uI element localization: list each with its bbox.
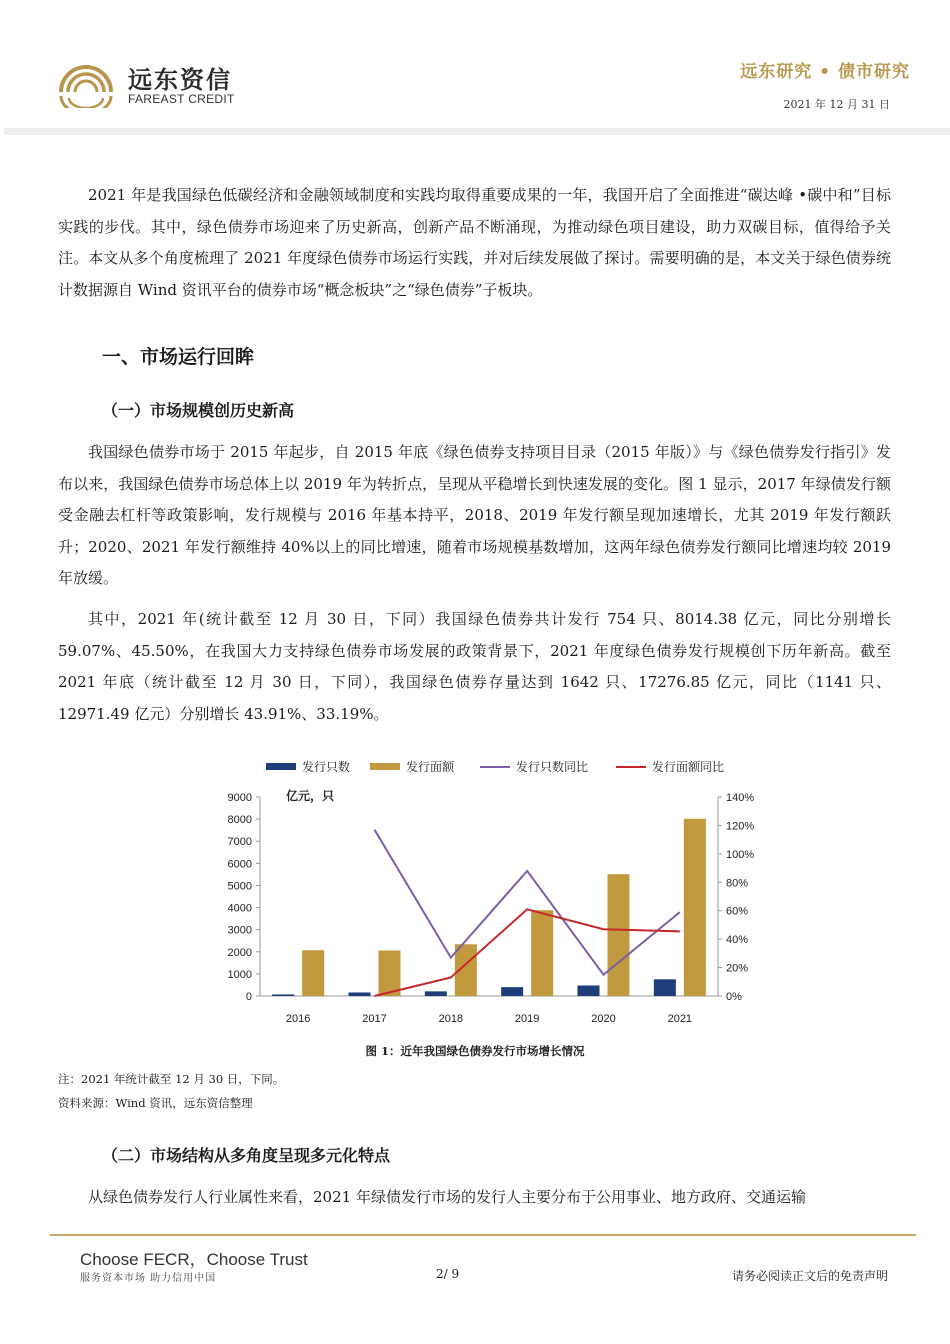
left-tick-label: 6000 — [227, 858, 252, 871]
right-tick-label: 20% — [726, 962, 749, 975]
x-tick-label: 2017 — [362, 1013, 387, 1025]
figure-caption: 图 1：近年我国绿色债券发行市场增长情况 — [365, 1044, 585, 1058]
left-tick-label: 1000 — [227, 968, 252, 981]
bar-amount — [684, 819, 706, 996]
bar-count — [425, 991, 447, 996]
report-section-label: 远东研究 • 债市研究 — [740, 62, 910, 82]
paragraph-2021-issuance: 其中，2021 年(统计截至 12 月 30 日，下同）我国绿色债券共计发行 754 只、8014.38 亿元，同比分别增长 59.07%、45.50%，在我国大力支持绿色债券市场发展的政策背景下，2021 年度绿色债券发行规模创下历年新高。截至 2021 年底（统计截至 12 月 30 日，下同），我国绿色债券存量达到 1642 只、17276.85 亿元，同比（1141 只、12971.49 亿元）分别增长 43.91%、33.19%。 — [58, 610, 891, 723]
subsection-2-title: （二）市场结构从多角度呈现多元化特点 — [102, 1146, 391, 1165]
line-count-yoy — [375, 830, 680, 975]
legend-swatch — [266, 763, 296, 770]
company-logo — [55, 58, 117, 108]
legend-label: 发行面额同比 — [652, 760, 725, 774]
x-tick-label: 2018 — [438, 1013, 464, 1025]
bar-count — [654, 979, 676, 996]
x-tick-label: 2016 — [285, 1013, 311, 1025]
x-tick-label: 2021 — [667, 1013, 693, 1025]
bar-amount — [379, 950, 401, 996]
legend-label: 发行只数 — [302, 760, 351, 774]
paragraph-market-scale: 我国绿色债券市场于 2015 年起步，自 2015 年底《绿色债券支持项目目录（2015 年版）》与《绿色债券发行指引》发布以来，我国绿色债券市场总体上以 2019 年为转折点，呈现从平稳增长到快速发展的变化。图 1 显示，2017 年绿债发行额受金融去杠杆等政策影响，发行规模与 2016 年基本持平，2018、2019 年发行额呈现加速增长，尤其 2019 年发行额跃升；2020、2021 年发行额维持 40%以上的同比增速，随着市场规模基数增加，这两年绿色债券发行额同比增速均较 2019 年放缓。 — [58, 443, 891, 587]
right-tick-label: 140% — [726, 792, 755, 804]
right-tick-label: 0% — [726, 991, 742, 1003]
left-tick-label: 3000 — [227, 924, 252, 937]
x-tick-label: 2019 — [514, 1013, 540, 1025]
right-tick-label: 80% — [726, 877, 749, 890]
intro-paragraph: 2021 年是我国绿色低碳经济和金融领域制度和实践均取得重要成果的一年，我国开启了全面推进“碳达峰 •碳中和”目标实践的步伐。其中，绿色债券市场迎来了历史新高，创新产品不断涌现，为推动绿色项目建设，助力双碳目标，值得给予关注。本文从多个角度梳理了 2021 年度绿色债券市场运行实践，并对后续发展做了探讨。需要明确的是，本文关于绿色债券统计数据源自 Wind 资讯平台的债券市场“概念板块”之“绿色债券”子板块。 — [58, 186, 891, 299]
chart-source: 资料来源：Wind 资讯，远东资信整理 — [58, 1096, 253, 1110]
footer-slogan: Choose FECR，Choose Trust — [80, 1250, 308, 1269]
paragraph-issuer-industry: 从绿色债券发行人行业属性来看，2021 年绿债发行市场的发行人主要分布于公用事业、地方政府、交通运输 — [88, 1188, 806, 1206]
left-tick-label: 4000 — [227, 902, 252, 915]
left-tick-label: 9000 — [227, 792, 252, 804]
bar-amount — [608, 874, 630, 996]
bar-count — [501, 987, 523, 996]
subsection-1-title: （一）市场规模创历史新高 — [102, 401, 295, 420]
legend-label: 发行只数同比 — [516, 760, 589, 774]
legend-swatch — [370, 763, 400, 770]
bar-count — [578, 986, 600, 996]
legend-label: 发行面额 — [406, 760, 455, 774]
bar-count — [349, 992, 371, 996]
right-tick-label: 120% — [726, 820, 755, 833]
left-tick-label: 8000 — [227, 814, 252, 827]
green-bond-issuance-chart — [218, 750, 758, 1040]
footer-subtitle: 服务资本市场 助力信用中国 — [80, 1273, 217, 1284]
left-tick-label: 0 — [245, 991, 252, 1003]
chart-note: 注：2021 年统计截至 12 月 30 日，下同。 — [58, 1072, 285, 1086]
bar-amount — [531, 910, 553, 996]
bar-count — [272, 994, 294, 996]
left-tick-label: 2000 — [227, 946, 252, 959]
left-tick-label: 5000 — [227, 880, 252, 893]
section-1-title: 一、市场运行回眸 — [102, 346, 255, 368]
page-number: 2/ 9 — [436, 1267, 460, 1281]
x-tick-label: 2020 — [591, 1013, 616, 1025]
right-tick-label: 100% — [726, 848, 755, 861]
left-tick-label: 7000 — [227, 836, 252, 849]
brand-name-en: FAREAST CREDIT — [128, 92, 235, 106]
right-tick-label: 40% — [726, 934, 749, 947]
brand-name-cn: 远东资信 — [128, 67, 232, 94]
axis-unit-label: 亿元，只 — [286, 789, 335, 803]
right-tick-label: 60% — [726, 905, 749, 918]
disclaimer-note: 请务必阅读正文后的免责声明 — [731, 1269, 888, 1283]
line-amount-yoy — [375, 909, 680, 996]
header-divider — [4, 128, 950, 135]
footer-divider — [50, 1234, 916, 1236]
bar-amount — [302, 950, 324, 996]
report-date: 2021 年 12 月 31 日 — [783, 98, 890, 111]
